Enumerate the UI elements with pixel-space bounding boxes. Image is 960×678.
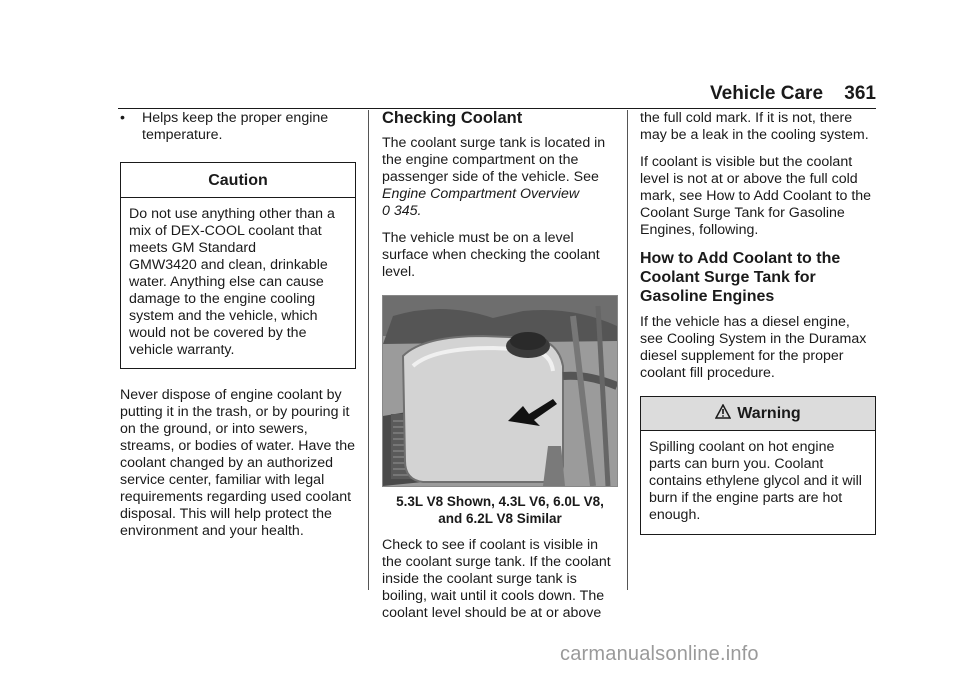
location-text: The coolant surge tank is located in the engine compartment on the passenger side of the vehicle. See (382, 135, 606, 185)
watermark: carmanualsonline.info (560, 643, 759, 665)
caution-line: mix of DEX-COOL coolant that (129, 223, 322, 239)
check-coolant-paragraph: Check to see if coolant is visible in the coolant surge tank. If the coolant inside the coolant surge tank is boiling, wait until it cools down. The coolant level should be at or above (382, 537, 611, 621)
checking-coolant-heading: Checking Coolant (382, 109, 523, 127)
warning-line: Spilling coolant on hot engine (649, 439, 835, 455)
caption-line-2: and 6.2L V8 Similar (438, 511, 562, 526)
column-divider-left (368, 110, 369, 590)
caution-box (120, 162, 356, 369)
coolant-visible-paragraph: If coolant is visible but the coolant level is not at or above the full cold mark, see How to Add Coolant to the Coolant Surge Tank for Gasoline Engines, following. (640, 154, 872, 238)
disposal-paragraph: Never dispose of engine coolant by putting it in the trash, or by pouring it on the ground, or into sewers, streams, or bodies of water. Have the coolant changed by an authorized service center, familiar with legal requirements regarding used coolant disposal. This will help protect the environment and your health. (120, 387, 355, 539)
caution-line: would not be covered by the (129, 325, 307, 341)
caption-line-1: 5.3L V8 Shown, 4.3L V6, 6.0L V8, (396, 494, 604, 509)
caution-line: Do not use anything other than a (129, 206, 335, 222)
warning-box (640, 396, 876, 535)
page-number: 361 (844, 83, 876, 104)
warning-line: parts can burn you. Coolant (649, 456, 824, 472)
warning-line: burn if the engine parts are hot (649, 490, 843, 506)
bullet-item (120, 110, 356, 144)
bullet-text: Helps keep the proper engine temperature. (142, 110, 329, 143)
engine-compartment-link[interactable]: Engine Compartment Overview (382, 186, 580, 202)
warning-triangle-icon (715, 404, 731, 423)
diesel-paragraph: If the vehicle has a diesel engine, see Cooling System in the Duramax diesel supplement for the proper coolant fill procedure. (640, 314, 867, 381)
column-divider-right (627, 110, 628, 590)
section-title: Vehicle Care (710, 83, 824, 104)
warning-line: contains ethylene glycol and it will (649, 473, 862, 489)
coolant-tank-image (382, 295, 618, 487)
caution-line: vehicle warranty. (129, 342, 235, 358)
warning-header (641, 397, 875, 431)
add-coolant-heading: How to Add Coolant to the Coolant Surge Tank for Gasoline Engines (640, 250, 841, 305)
caution-line: GMW3420 and clean, drinkable (129, 257, 328, 273)
column-middle (382, 110, 618, 632)
caution-line: meets GM Standard (129, 240, 256, 256)
location-paragraph (382, 135, 618, 220)
page-header (710, 82, 876, 106)
warning-title: Warning (737, 405, 801, 422)
caution-body (121, 198, 355, 368)
warning-line: enough. (649, 507, 701, 523)
caution-line: system and the vehicle, which (129, 308, 318, 324)
full-cold-paragraph: the full cold mark. If it is not, there may be a leak in the cooling system. (640, 110, 869, 143)
page-ref-link[interactable]: 0 345. (382, 203, 422, 219)
column-right (640, 110, 876, 535)
warning-body (641, 431, 875, 534)
caution-title: Caution (121, 163, 355, 198)
caution-line: water. Anything else can cause (129, 274, 324, 290)
image-caption (382, 493, 618, 527)
level-surface-paragraph: The vehicle must be on a level surface when checking the coolant level. (382, 230, 600, 280)
column-left (120, 110, 356, 550)
bullet-symbol: • (120, 110, 125, 126)
caution-line: damage to the engine cooling (129, 291, 316, 307)
